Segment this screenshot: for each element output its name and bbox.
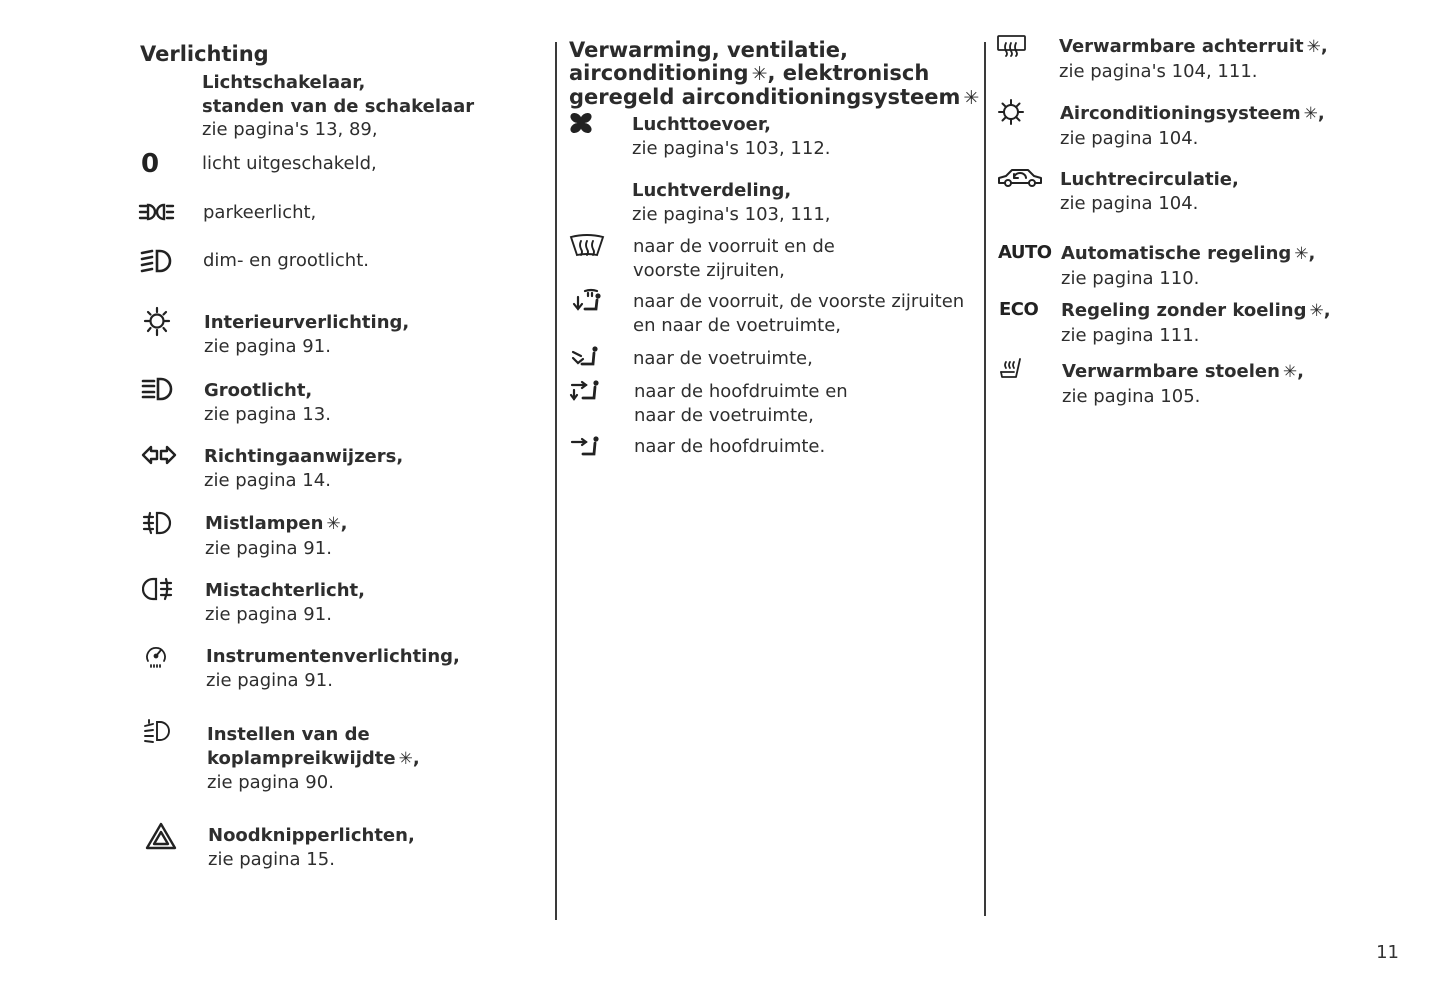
- light-off-label: licht uitgeschakeld,: [202, 153, 377, 174]
- turn-signal-icon: [141, 443, 177, 471]
- light-switch-heading-2: standen van de schakelaar: [202, 95, 475, 117]
- section-title-lighting: Verlichting: [140, 42, 269, 66]
- fog-lamp-icon: [142, 510, 174, 540]
- mode-windscreen-line1: naar de voorruit en de: [633, 236, 835, 257]
- option-marker: ✳: [1303, 104, 1318, 124]
- option-marker: ✳: [326, 514, 341, 534]
- high-beam-icon: [141, 376, 177, 406]
- air-supply-entry: [632, 113, 831, 160]
- air-recirculation-ref: zie pagina 104.: [1060, 192, 1199, 214]
- mode-windscreen-entry: [633, 235, 835, 282]
- low-beam-label: dim- en grootlicht.: [203, 250, 369, 271]
- climate-title-2-suffix: , elektronisch: [767, 61, 930, 85]
- instrument-lighting-entry: [206, 645, 460, 692]
- rear-fog-lamp-ref: zie pagina 91.: [205, 603, 332, 625]
- interior-light-icon: [140, 306, 174, 342]
- seat-heating-title: Verwarmbare stoelen: [1062, 361, 1280, 382]
- eco-title: Regeling zonder koeling: [1061, 300, 1307, 321]
- option-marker: ✳: [1309, 301, 1324, 321]
- comma: ,: [1317, 103, 1325, 124]
- mode-head-line1: naar de hoofdruimte.: [634, 436, 826, 457]
- interior-light-title: Interieurverlichting,: [204, 312, 410, 333]
- rear-fog-lamp-title: Mistachterlicht,: [205, 580, 365, 601]
- mode-windscreen-footwell-line1: naar de voorruit, de voorste zijruiten: [633, 291, 965, 312]
- seat-heating-icon: [998, 357, 1026, 387]
- air-recirculation-title: Luchtrecirculatie,: [1060, 169, 1239, 190]
- seat-heating-entry: [1062, 360, 1304, 408]
- auto-ref: zie pagina 110.: [1061, 267, 1200, 289]
- comma: ,: [1308, 243, 1316, 264]
- head-icon: [569, 434, 603, 464]
- air-conditioning-title: Airconditioningsysteem: [1060, 103, 1301, 124]
- rear-window-heating-title: Verwarmbare achterruit: [1059, 36, 1304, 57]
- mode-head-footwell-line1: naar de hoofdruimte en: [634, 381, 848, 402]
- high-beam-ref: zie pagina 13.: [204, 403, 331, 425]
- fan-icon: [568, 111, 594, 139]
- air-distribution-entry: [632, 179, 831, 226]
- interior-light-ref: zie pagina 91.: [204, 335, 331, 357]
- light-switch-heading-1: Lichtschakelaar,: [202, 72, 366, 93]
- hazard-warning-icon: [145, 822, 177, 854]
- option-marker: ✳: [963, 87, 980, 109]
- light-off-icon: 0: [140, 149, 160, 179]
- air-conditioning-icon: [997, 98, 1025, 130]
- fog-lamp-title: Mistlampen: [205, 513, 324, 534]
- comma: ,: [1323, 300, 1331, 321]
- windscreen-footwell-icon: [569, 288, 603, 318]
- headlamp-leveling-ref: zie pagina 90.: [207, 772, 334, 793]
- headlamp-leveling-title-2: koplampreikwijdte: [207, 747, 396, 769]
- headlamp-leveling-title-1: Instellen van de: [207, 724, 370, 745]
- light-switch-ref: zie pagina's 13, 89,: [202, 119, 378, 140]
- air-conditioning-entry: [1060, 102, 1325, 150]
- section-title-climate: [569, 39, 979, 110]
- instrument-lighting-icon: [143, 643, 169, 673]
- column-divider-2: [984, 42, 986, 916]
- climate-title-3: geregeld airconditioningsysteem: [569, 85, 961, 109]
- turn-signal-ref: zie pagina 14.: [204, 469, 331, 491]
- footwell-icon: [569, 344, 603, 374]
- option-marker: ✳: [751, 63, 768, 85]
- air-supply-ref: zie pagina's 103, 112.: [632, 137, 831, 159]
- comma: ,: [412, 747, 420, 769]
- mode-windscreen-footwell-line2: en naar de voetruimte,: [633, 314, 842, 336]
- mode-footwell-line1: naar de voetruimte,: [633, 348, 813, 369]
- fog-lamp-ref: zie pagina 91.: [205, 537, 332, 559]
- mode-head-footwell-line2: naar de voetruimte,: [634, 404, 814, 426]
- rear-fog-lamp-icon: [142, 576, 174, 606]
- air-distribution-ref: zie pagina's 103, 111,: [632, 203, 831, 225]
- windscreen-defrost-icon: [569, 233, 605, 263]
- air-supply-title: Luchttoevoer,: [632, 114, 771, 135]
- page-number: 11: [1376, 942, 1399, 963]
- auto-entry: [1061, 242, 1315, 290]
- high-beam-entry: [204, 379, 331, 426]
- eco-ref: zie pagina 111.: [1061, 324, 1200, 346]
- eco-icon: ECO: [999, 299, 1039, 320]
- parking-light-icon: [138, 200, 176, 228]
- turn-signal-entry: [204, 445, 403, 492]
- turn-signal-title: Richtingaanwijzers,: [204, 446, 404, 467]
- mode-windscreen-line2: voorste zijruiten,: [633, 259, 785, 281]
- air-conditioning-ref: zie pagina 104.: [1060, 127, 1199, 149]
- auto-title: Automatische regeling: [1061, 243, 1292, 264]
- climate-title-1: Verwarming, ventilatie,: [569, 38, 848, 62]
- instrument-lighting-ref: zie pagina 91.: [206, 669, 333, 691]
- parking-light-label: parkeerlicht,: [203, 202, 317, 223]
- seat-heating-ref: zie pagina 105.: [1062, 385, 1201, 407]
- auto-icon: AUTO: [998, 242, 1052, 263]
- air-recirculation-icon: [996, 166, 1044, 194]
- climate-title-2: airconditioning: [569, 61, 749, 85]
- hazard-warning-title: Noodknipperlichten,: [208, 825, 415, 846]
- interior-light-entry: [204, 311, 409, 358]
- air-recirculation-entry: [1060, 168, 1239, 215]
- option-marker: ✳: [1294, 244, 1309, 264]
- light-switch-entry: [202, 71, 474, 142]
- eco-entry: [1061, 299, 1331, 347]
- mode-windscreen-footwell-entry: [633, 290, 964, 337]
- headlamp-leveling-icon: [143, 718, 173, 748]
- head-footwell-icon: [569, 378, 603, 408]
- instrument-lighting-title: Instrumentenverlichting,: [206, 646, 460, 667]
- comma: ,: [1297, 361, 1305, 382]
- option-marker: ✳: [398, 748, 413, 769]
- mode-head-footwell-entry: [634, 380, 848, 427]
- rear-window-heating-entry: [1059, 35, 1328, 83]
- fog-lamp-entry: [205, 512, 347, 560]
- rear-fog-lamp-entry: [205, 579, 365, 626]
- high-beam-title: Grootlicht,: [204, 380, 313, 401]
- hazard-warning-entry: [208, 824, 415, 871]
- rear-window-heating-icon: [996, 33, 1028, 61]
- comma: ,: [1320, 36, 1328, 57]
- option-marker: ✳: [1282, 362, 1298, 382]
- air-distribution-title: Luchtverdeling,: [632, 180, 792, 201]
- comma: ,: [340, 513, 348, 534]
- option-marker: ✳: [1306, 37, 1321, 57]
- column-divider-1: [555, 42, 557, 920]
- hazard-warning-ref: zie pagina 15.: [208, 848, 335, 870]
- low-beam-icon: [140, 248, 176, 278]
- rear-window-heating-ref: zie pagina's 104, 111.: [1059, 60, 1258, 82]
- headlamp-leveling-entry: [207, 723, 420, 795]
